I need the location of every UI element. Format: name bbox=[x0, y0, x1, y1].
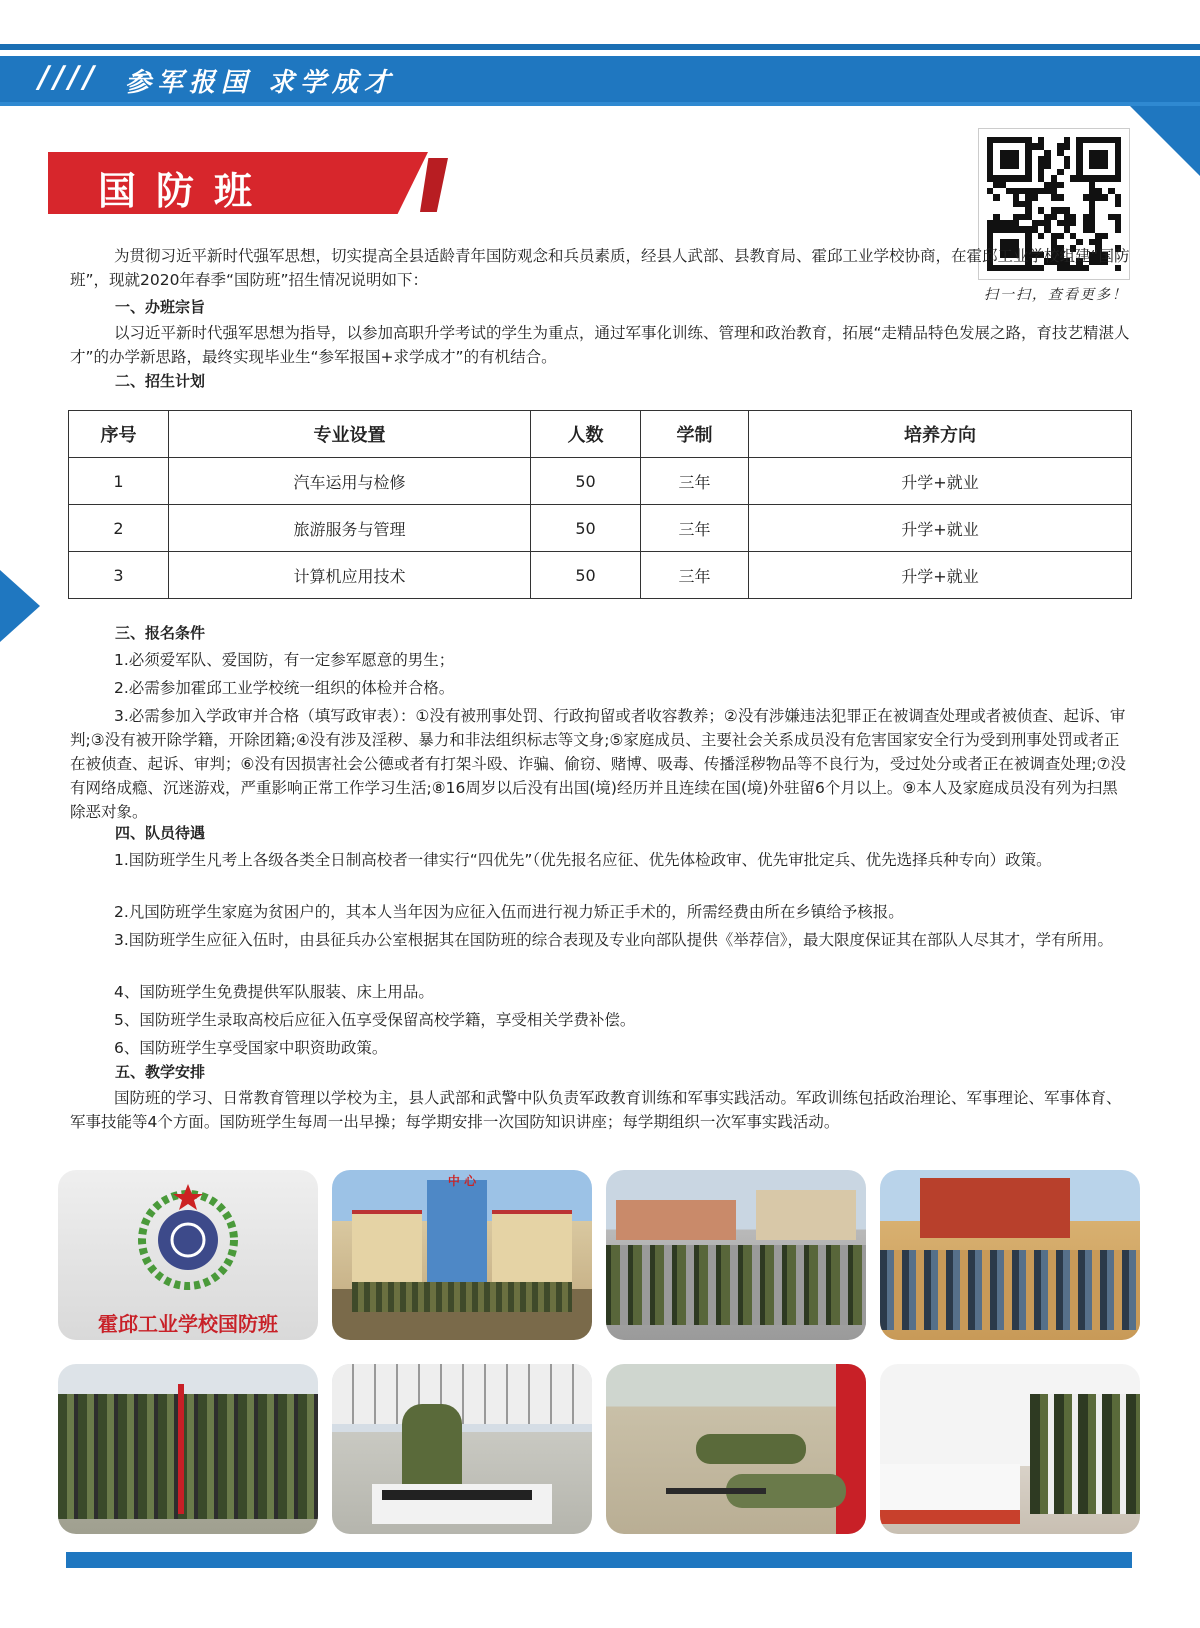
table-cell: 计算机应用技术 bbox=[169, 552, 531, 599]
page-title: 国防班 bbox=[98, 169, 273, 213]
table-header-row bbox=[69, 411, 1132, 458]
table-cell: 50 bbox=[531, 552, 641, 599]
logo-caption: 霍邱工业学校国防班 bbox=[98, 1312, 278, 1336]
photo-shooting-practice bbox=[606, 1364, 866, 1534]
table-cell: 升学+就业 bbox=[749, 458, 1132, 505]
teaching-paragraph: 国防班的学习、日常教育管理以学校为主，县人武部和武警中队负责军政教育训练和军事实践活动。军政训练包括政治理论、军事理论、军事体育、军事技能等4个方面。国防班学生每周一出早操；每学期安排一次国防知识讲座；每学期组织一次军事实践活动。 bbox=[70, 1089, 1122, 1131]
photo-salute bbox=[58, 1364, 318, 1534]
benefit-item: 1.国防班学生凡考上各级各类全日制高校者一律实行“四优先”（优先报名应征、优先体检政审、优先审批定兵、优先选择兵种专向）政策。 bbox=[114, 851, 1052, 869]
side-arrow-decoration bbox=[0, 570, 40, 642]
top-banner-underline bbox=[0, 102, 1200, 106]
table-row bbox=[69, 505, 1132, 552]
top-line bbox=[0, 44, 1200, 50]
table-cell: 2 bbox=[69, 505, 169, 552]
table-cell: 50 bbox=[531, 458, 641, 505]
benefit-item: 2.凡国防班学生家庭为贫困户的，其本人当年因为应征入伍而进行视力矫正手术的，所需经费由所在乡镇给予核报。 bbox=[114, 903, 904, 921]
benefit-item: 3.国防班学生应征入伍时，由县征兵办公室根据其在国防班的综合表现及专业向部队提供《举荐信》，最大限度保证其在部队人尽其才，学有所用。 bbox=[114, 931, 1114, 949]
photo-logo bbox=[58, 1170, 318, 1340]
photo-building-assembly bbox=[332, 1170, 592, 1340]
table-cell: 升学+就业 bbox=[749, 505, 1132, 552]
section-heading-purpose: 一、办班宗旨 bbox=[115, 298, 206, 316]
slogan-bars: //// bbox=[38, 60, 98, 95]
table-header: 培养方向 bbox=[749, 411, 1132, 458]
bottom-bar bbox=[66, 1552, 1132, 1568]
intro-paragraph: 为贯彻习近平新时代强军思想，切实提高全县适龄青年国防观念和兵员素质，经县人武部、县教育局、霍邱工业学校协商，在霍邱工业学校组建“国防班”，现就2020年春季“国防班”招生情况说明如下： bbox=[70, 247, 1130, 289]
section-heading-plan: 二、招生计划 bbox=[115, 372, 206, 390]
table-cell: 旅游服务与管理 bbox=[169, 505, 531, 552]
photo-dormitory bbox=[880, 1364, 1140, 1534]
table-cell: 升学+就业 bbox=[749, 552, 1132, 599]
table-cell: 三年 bbox=[641, 505, 749, 552]
table-row bbox=[69, 458, 1132, 505]
qr-caption: 扫一扫，查看更多！ bbox=[984, 287, 1128, 303]
photo-drill-formation bbox=[606, 1170, 866, 1340]
requirement-item: 3.必需参加入学政审并合格（填写政审表）：①没有被刑事处罚、行政拘留或者收容教养；②没有涉嫌违法犯罪正在被调查处理或者被侦查、起诉、审判;③没有被开除学籍，开除团籍;④没有涉及淫秽、暴力和非法组织标志等文身;⑤家庭成员、主要社会关系成员没有危害国家安全行为受到刑事处罚或者正在被侦查、起诉、审判；⑥没有因损害社会公德或者有打架斗殴、诈骗、偷窃、赌博、吸毒、传播淫秽物品等不良行为，受过处分或者正在被调查处理;⑦没有网络成瘾、沉迷游戏，严重影响正常工作学习生活;⑧16周岁以后没有出国(境)经历并且连续在国(境)外驻留6个月以上。⑨本人及家庭成员没有列为扫黑除恶对象。 bbox=[70, 707, 1127, 821]
table-row bbox=[69, 552, 1132, 599]
table-cell: 三年 bbox=[641, 458, 749, 505]
table-header: 人数 bbox=[531, 411, 641, 458]
table-header: 学制 bbox=[641, 411, 749, 458]
photo-weapon-display bbox=[332, 1364, 592, 1534]
table-cell: 3 bbox=[69, 552, 169, 599]
enrollment-table bbox=[68, 410, 1132, 599]
table-header: 专业设置 bbox=[169, 411, 531, 458]
benefit-item: 4、国防班学生免费提供军队服装、床上用品。 bbox=[114, 983, 434, 1001]
table-cell: 50 bbox=[531, 505, 641, 552]
table-cell: 汽车运用与检修 bbox=[169, 458, 531, 505]
building-sign: 中 心 bbox=[447, 1174, 477, 1188]
table-cell: 三年 bbox=[641, 552, 749, 599]
purpose-paragraph: 以习近平新时代强军思想为指导，以参加高职升学考试的学生为重点，通过军事化训练、管理和政治教育，拓展“走精品特色发展之路，育技艺精湛人才”的办学新思路，最终实现毕业生“参军报国+求学成才”的有机结合。 bbox=[70, 324, 1130, 366]
benefit-item: 6、国防班学生享受国家中职资助政策。 bbox=[114, 1039, 388, 1057]
photo-rally-field bbox=[880, 1170, 1140, 1340]
table-cell: 1 bbox=[69, 458, 169, 505]
requirement-item: 2.必需参加霍邱工业学校统一组织的体检并合格。 bbox=[114, 679, 455, 697]
section-heading-benefits: 四、队员待遇 bbox=[115, 824, 206, 842]
benefit-item: 5、国防班学生录取高校后应征入伍享受保留高校学籍，享受相关学费补偿。 bbox=[114, 1011, 636, 1029]
table-header: 序号 bbox=[69, 411, 169, 458]
slogan: 参军报国 求学成才 bbox=[125, 68, 397, 98]
corner-decoration bbox=[1130, 106, 1200, 176]
section-heading-teaching: 五、教学安排 bbox=[115, 1063, 206, 1081]
title-ribbon-accent bbox=[420, 158, 448, 212]
section-heading-requirements: 三、报名条件 bbox=[115, 624, 206, 642]
requirement-item: 1.必须爱军队、爱国防，有一定参军愿意的男生； bbox=[114, 651, 455, 669]
